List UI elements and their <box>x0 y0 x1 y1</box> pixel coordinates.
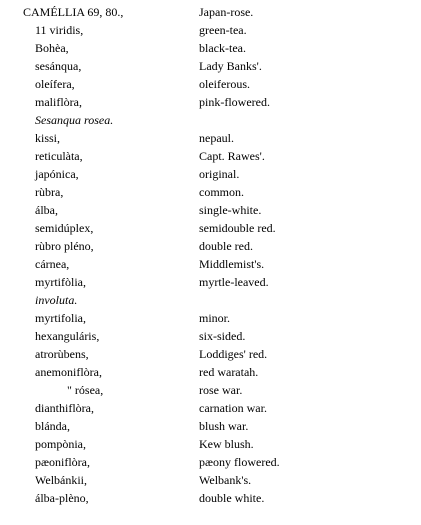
entry-row <box>0 237 421 255</box>
entry-row <box>0 219 421 237</box>
latin-name: pæoniflòra, <box>35 455 90 469</box>
english-name: Japan-rose. <box>199 5 254 19</box>
english-name: Welbank's. <box>199 473 252 487</box>
entry-row <box>0 165 421 183</box>
english-name: green-tea. <box>199 23 247 37</box>
latin-name: semidúplex, <box>35 221 94 235</box>
english-name: carnation war. <box>199 401 267 415</box>
english-name: red waratah. <box>199 365 259 379</box>
latin-name: maliflòra, <box>35 95 82 109</box>
latin-name: anemoniflòra, <box>35 365 102 379</box>
latin-name: involuta. <box>35 293 78 307</box>
english-name: minor. <box>199 311 231 325</box>
entry-row <box>0 435 421 453</box>
entry-row <box>0 147 421 165</box>
english-name: Lady Banks'. <box>199 59 262 73</box>
english-name: pæony flowered. <box>199 455 280 469</box>
entry-row <box>0 309 421 327</box>
entry-row <box>0 489 421 507</box>
latin-name: sesánqua, <box>35 59 82 73</box>
entry-row <box>0 453 421 471</box>
latin-name: 11 viridis, <box>35 23 84 37</box>
latin-name: blánda, <box>35 419 70 433</box>
entry-row <box>0 111 421 129</box>
entry-row <box>0 93 421 111</box>
english-name: Kew blush. <box>199 437 254 451</box>
english-name: rose war. <box>199 383 243 397</box>
latin-name: myrtifòlia, <box>35 275 86 289</box>
latin-name: cárnea, <box>35 257 70 271</box>
entry-row <box>0 273 421 291</box>
english-name: pink-flowered. <box>199 95 270 109</box>
latin-name: reticulàta, <box>35 149 83 163</box>
latin-name: Sesanqua rosea. <box>35 113 114 127</box>
latin-name: atrorùbens, <box>35 347 89 361</box>
latin-name: oleífera, <box>35 77 75 91</box>
latin-name: álba-plèno, <box>35 491 89 505</box>
entry-row <box>0 57 421 75</box>
english-name: blush war. <box>199 419 249 433</box>
english-name: Middlemist's. <box>199 257 265 271</box>
entry-row <box>0 129 421 147</box>
entry-row <box>0 39 421 57</box>
latin-name: rùbro pléno, <box>35 239 94 253</box>
entry-row <box>0 21 421 39</box>
entry-row <box>0 183 421 201</box>
entry-row <box>0 345 421 363</box>
entry-row <box>0 471 421 489</box>
english-name: double red. <box>199 239 253 253</box>
latin-name: kissi, <box>35 131 61 145</box>
entry-row <box>0 399 421 417</box>
english-name: single-white. <box>199 203 262 217</box>
latin-name: Welbánkii, <box>35 473 88 487</box>
english-name: common. <box>199 185 244 199</box>
latin-name: pompònia, <box>35 437 86 451</box>
english-name: double white. <box>199 491 265 505</box>
latin-name: rùbra, <box>35 185 64 199</box>
latin-name: álba, <box>35 203 58 217</box>
entry-row <box>0 3 421 21</box>
entry-row <box>0 75 421 93</box>
latin-name: " rósea, <box>67 383 104 397</box>
english-name: myrtle-leaved. <box>199 275 269 289</box>
english-name: oleiferous. <box>199 77 250 91</box>
latin-name: hexanguláris, <box>35 329 100 343</box>
entry-row <box>0 291 421 309</box>
entry-row <box>0 363 421 381</box>
english-name: six-sided. <box>199 329 246 343</box>
entry-row <box>0 201 421 219</box>
latin-name: dianthiflòra, <box>35 401 94 415</box>
latin-name: Bohèa, <box>35 41 69 55</box>
genus-heading: CAMÉLLIA 69, 80., <box>23 5 124 19</box>
entry-row <box>0 381 421 399</box>
english-name: Capt. Rawes'. <box>199 149 265 163</box>
entry-row <box>0 327 421 345</box>
english-name: black-tea. <box>199 41 246 55</box>
latin-name: myrtifolia, <box>35 311 86 325</box>
english-name: semidouble red. <box>199 221 276 235</box>
entry-row <box>0 255 421 273</box>
english-name: Loddiges' red. <box>199 347 268 361</box>
english-name: nepaul. <box>199 131 234 145</box>
latin-name: japónica, <box>35 167 79 181</box>
entry-row <box>0 417 421 435</box>
english-name: original. <box>199 167 240 181</box>
